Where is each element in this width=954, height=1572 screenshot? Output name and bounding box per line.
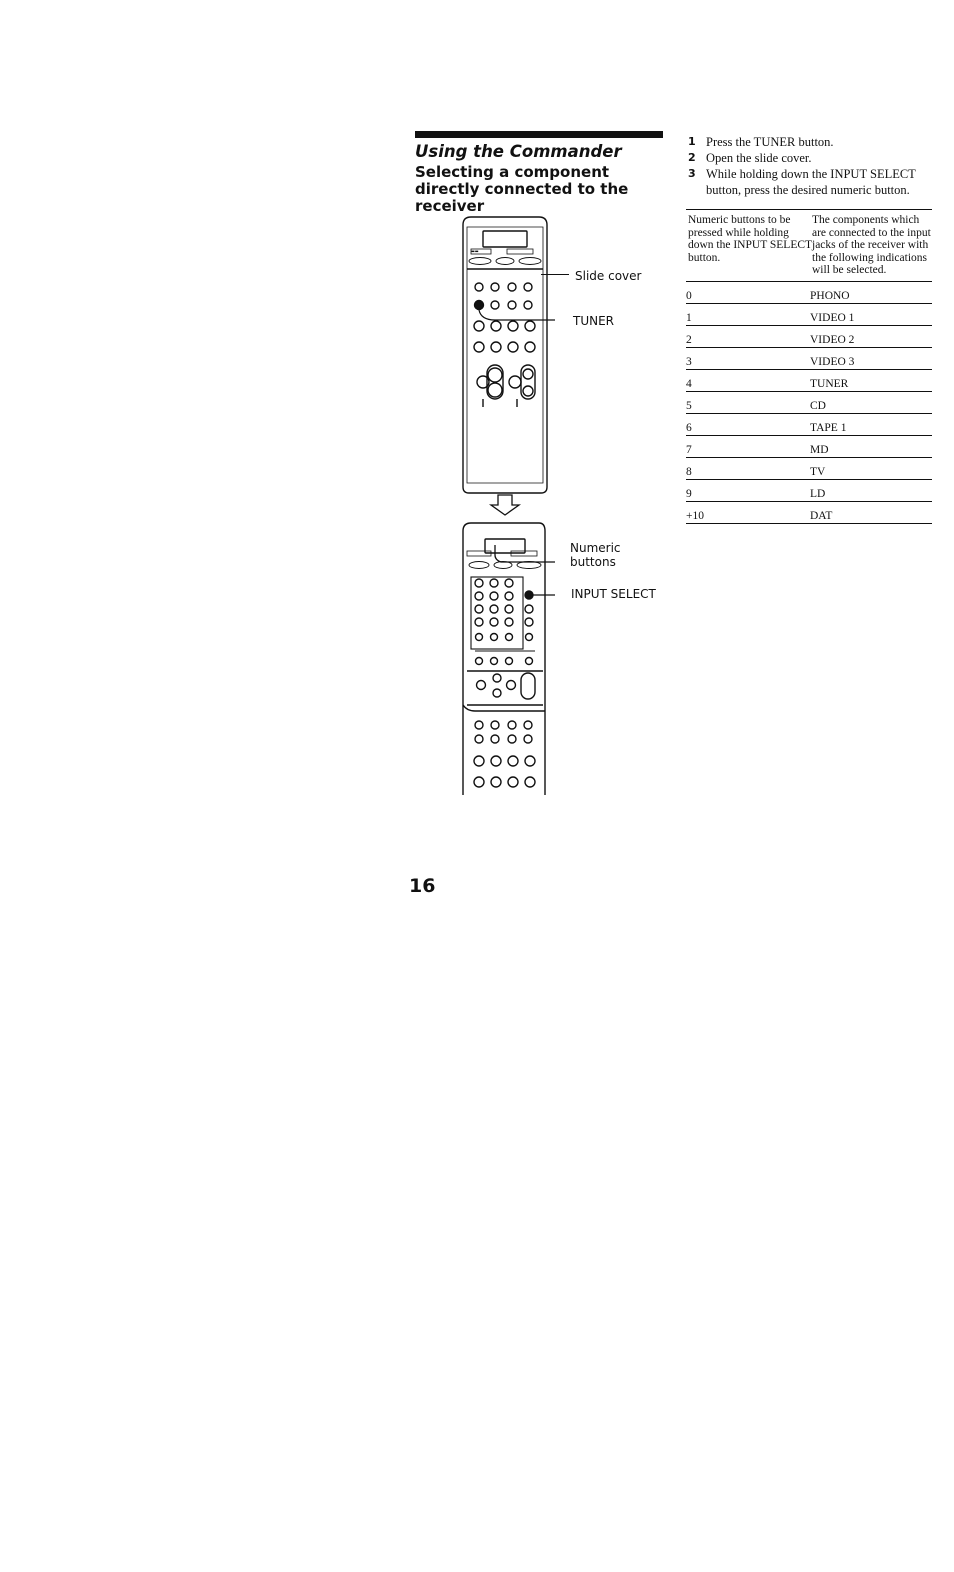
label-tuner: TUNER [573, 314, 615, 328]
section-title: Using the Commander [415, 142, 622, 161]
display-window [483, 231, 527, 247]
remote-body-upper [463, 217, 547, 493]
table-cell-component: TUNER [810, 377, 849, 390]
table-row [686, 414, 932, 436]
table-row [686, 370, 932, 392]
table-row [686, 480, 932, 502]
table-cell-button: 8 [686, 465, 692, 478]
table-cell-component: LD [810, 487, 826, 500]
step-item [688, 150, 938, 166]
table-row [686, 282, 932, 304]
table-cell-button: 5 [686, 399, 692, 412]
subtitle: Selecting a component directly connected to the receiver [415, 163, 629, 215]
tuner-pointer-line [479, 310, 555, 320]
table-row [686, 392, 932, 414]
slide-cover-leader [541, 274, 569, 275]
table-cell-button: 7 [686, 443, 692, 456]
table-row [686, 436, 932, 458]
steps-list [688, 134, 938, 198]
table-header-left: Numeric buttons to be pressed while holding down the INPUT SELECT button. [688, 214, 812, 264]
table-cell-component: PHONO [810, 289, 850, 302]
label-input-select: INPUT SELECT [571, 587, 656, 601]
input-select-table [686, 209, 932, 524]
table-row [686, 326, 932, 348]
table-cell-button: 6 [686, 421, 692, 434]
page-number: 16 [409, 875, 436, 897]
table-cell-button: 0 [686, 289, 692, 302]
remote-commander-illustration [455, 215, 555, 795]
table-cell-component: CD [810, 399, 826, 412]
table-cell-component: VIDEO 2 [810, 333, 855, 346]
down-arrow-icon [491, 495, 519, 515]
label-numeric-buttons: Numeric buttons [570, 541, 621, 569]
table-cell-button: +10 [686, 509, 704, 522]
table-cell-button: 3 [686, 355, 692, 368]
step-item [688, 134, 938, 150]
step-text: Open the slide cover. [706, 151, 812, 165]
table-cell-button: 9 [686, 487, 692, 500]
table-header [686, 210, 932, 282]
step-text: While holding down the INPUT SELECT button, press the desired numeric button. [706, 167, 916, 197]
table-row [686, 348, 932, 370]
table-cell-component: MD [810, 443, 829, 456]
table-cell-component: TAPE 1 [810, 421, 847, 434]
remote-body-lower [463, 523, 545, 795]
table-row [686, 304, 932, 326]
table-cell-button: 2 [686, 333, 692, 346]
table-cell-component: TV [810, 465, 826, 478]
step-item [688, 166, 938, 198]
step-number: 1 [688, 135, 696, 148]
table-row [686, 502, 932, 524]
table-cell-button: 4 [686, 377, 692, 390]
step-number: 3 [688, 167, 696, 180]
label-slide-cover: Slide cover [575, 269, 642, 283]
table-cell-component: VIDEO 1 [810, 311, 855, 324]
svg-text:▬▬: ▬▬ [471, 248, 479, 254]
table-cell-component: DAT [810, 509, 833, 522]
table-row [686, 458, 932, 480]
table-cell-button: 1 [686, 311, 692, 324]
table-header-right: The components which are connected to the input jacks of the receiver with the following indications will be selected. [812, 214, 931, 276]
step-text: Press the TUNER button. [706, 135, 834, 149]
section-bar [415, 131, 663, 138]
step-number: 2 [688, 151, 696, 164]
table-cell-component: VIDEO 3 [810, 355, 855, 368]
